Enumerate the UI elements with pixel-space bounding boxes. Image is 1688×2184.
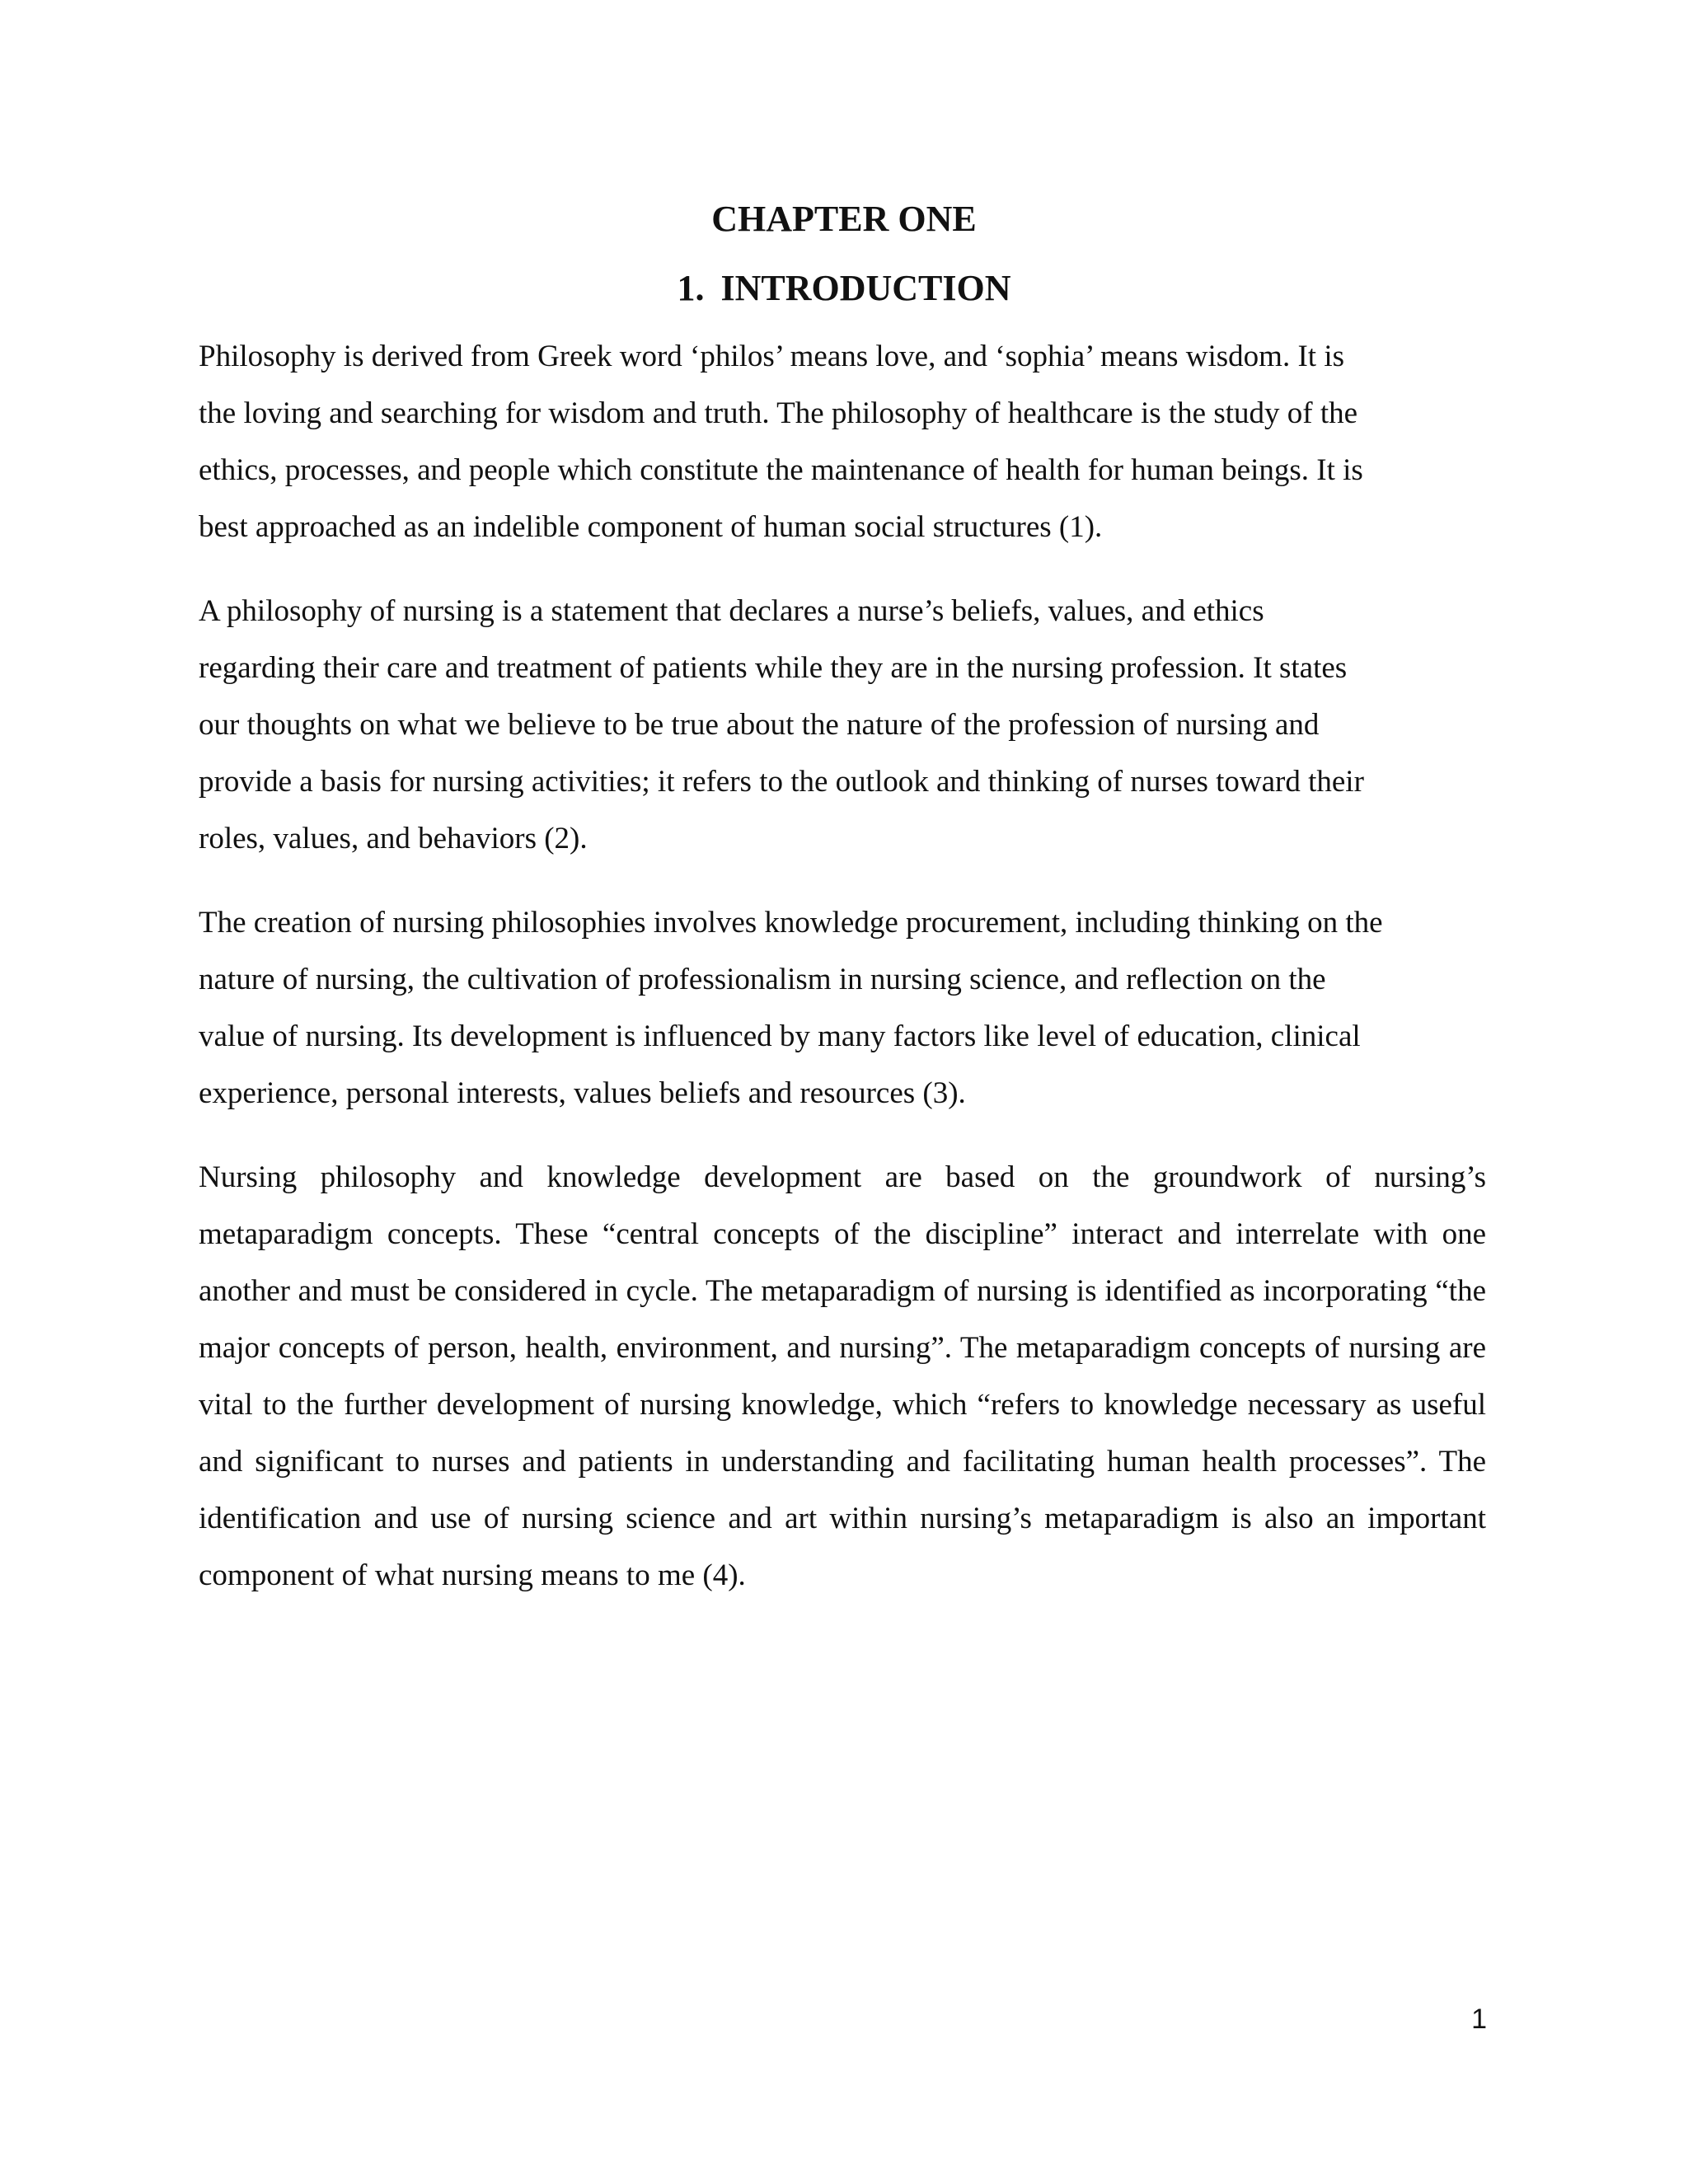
section-title: INTRODUCTION	[720, 268, 1011, 308]
paragraph-line: experience, personal interests, values beliefs and resources (3).	[199, 1076, 966, 1110]
paragraph-line: roles, values, and behaviors (2).	[199, 822, 588, 855]
paragraph-line: nature of nursing, the cultivation of professionalism in nursing science, and reflection on the	[199, 963, 1326, 996]
paragraph-line: Philosophy is derived from Greek word ‘philos’ means love, and ‘sophia’ means wisdom. It is	[199, 340, 1344, 373]
paragraph-line: regarding their care and treatment of patients while they are in the nursing profession. It states	[199, 651, 1348, 685]
paragraph-3	[199, 894, 1486, 1122]
page-number: 1	[1471, 2004, 1487, 2035]
body-text	[199, 328, 1486, 1631]
paragraph-line: best approached as an indelible component of human social structures (1).	[199, 510, 1103, 544]
chapter-title: CHAPTER ONE	[711, 199, 977, 239]
paragraph-line: The creation of nursing philosophies involves knowledge procurement, including thinking on the	[199, 906, 1383, 940]
paragraph-line: ethics, processes, and people which constitute the maintenance of health for human beings. It is	[199, 453, 1363, 487]
paragraph-line: value of nursing. Its development is influenced by many factors like level of education, clinical	[199, 1019, 1361, 1053]
paragraph-line: A philosophy of nursing is a statement that declares a nurse’s beliefs, values, and ethics	[199, 594, 1264, 628]
paragraph-line: provide a basis for nursing activities; it refers to the outlook and thinking of nurses toward their	[199, 765, 1364, 799]
paragraph-line: the loving and searching for wisdom and truth. The philosophy of healthcare is the study of the	[199, 396, 1358, 430]
paragraph-4: Nursing philosophy and knowledge development are based on the groundwork of nursing’s metaparadigm concepts. These “central concepts of the discipline” interact and interrelate with one another and must be considered in cycle. The metaparadigm of nursing is identified as incorporating “the major concepts of person, health, environment, and nursing”. The metaparadigm concepts of nursing are vital to the further development of nursing knowledge, which “refers to knowledge necessary as useful and significant to nurses and patients in understanding and facilitating human health processes”. The identification and use of nursing science and art within nursing’s metaparadigm is also an important component of what nursing means to me (4).	[199, 1160, 1486, 1592]
paragraph-1	[199, 328, 1486, 555]
paragraph-2	[199, 583, 1486, 867]
section-number: 1.	[677, 268, 705, 308]
paragraph-line: our thoughts on what we believe to be true about the nature of the profession of nursing and	[199, 708, 1320, 742]
section-heading	[0, 264, 1688, 313]
